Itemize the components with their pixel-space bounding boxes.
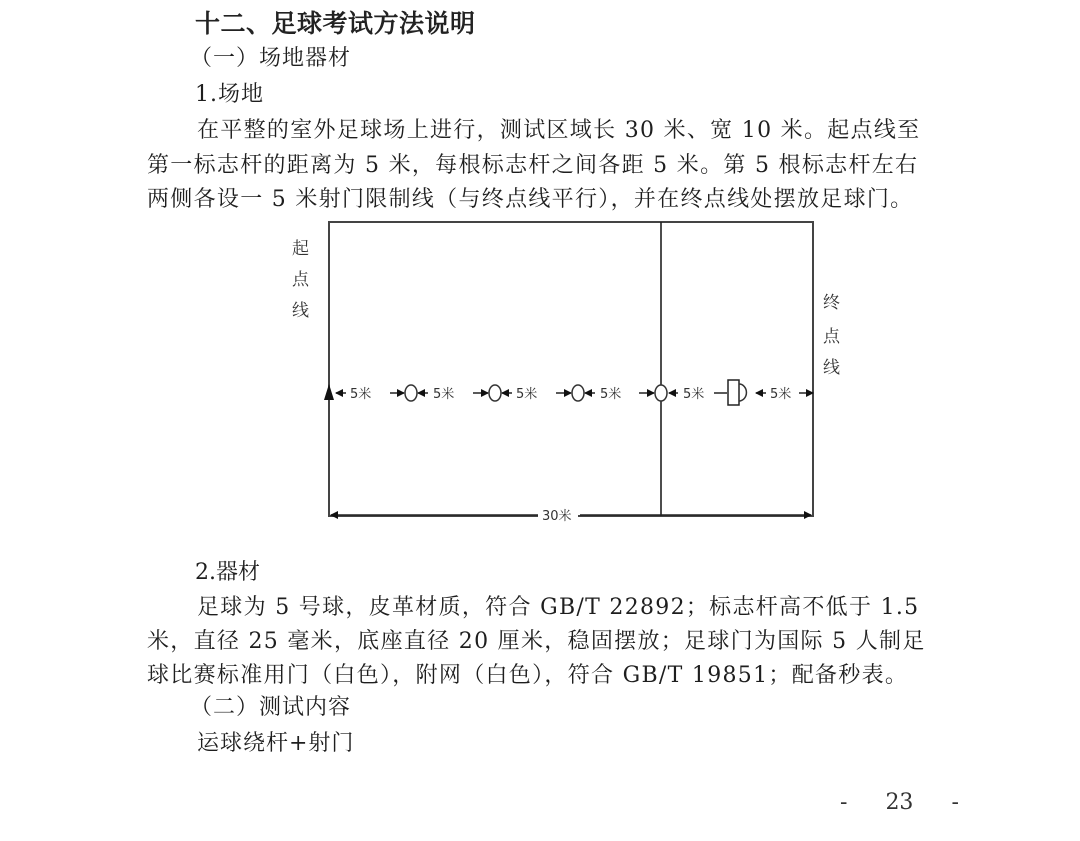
field-boundary [329,222,813,516]
end-line-label [823,293,840,378]
venue-paragraph-line: 在平整的室外足球场上进行，测试区域长 30 米、宽 10 米。起点线至 [197,118,921,143]
svg-text:点: 点 [823,327,840,347]
marker-pole-icon [405,385,417,401]
start-marker-icon [324,384,334,400]
page-number [840,790,959,815]
venue-paragraph-line: 第一标志杆的距离为 5 米，每根标志杆之间各距 5 米。第 5 根标志杆左右 [147,153,919,178]
test-item: 运球绕杆+射门 [197,731,355,756]
page-dash-left: - [840,790,848,815]
total-length-label: 30米 [542,509,572,524]
segment-label: 5米 [600,387,622,402]
goal-icon [728,380,746,405]
segment-label: 5米 [683,387,705,402]
item-heading-venue: 1.场地 [195,82,264,107]
svg-text:线: 线 [823,358,840,378]
segment-label: 5米 [770,387,792,402]
equipment-paragraph-line: 足球为 5 号球，皮革材质，符合 GB/T 22892；标志杆高不低于 1.5 [197,595,920,620]
svg-text:终: 终 [823,293,840,313]
subsection-heading-venue-equipment: （一）场地器材 [190,46,352,71]
start-line-label [292,239,310,321]
page-dash-right: - [951,790,959,815]
subsection-heading-test-content: （二）测试内容 [190,695,352,720]
equipment-paragraph-line: 米，直径 25 毫米，底座直径 20 厘米，稳固摆放；足球门为国际 5 人制足 [147,629,926,654]
segment-label: 5米 [516,387,538,402]
page-number-value: 23 [885,790,914,815]
segment-label: 5米 [433,387,455,402]
venue-paragraph-line: 两侧各设一 5 米射门限制线（与终点线平行），并在终点线处摆放足球门。 [147,187,914,212]
marker-pole-icon [572,385,584,401]
field-layout-diagram [280,218,840,528]
marker-pole-icon [489,385,501,401]
segment-label: 5米 [350,387,372,402]
equipment-paragraph-line: 球比赛标准用门（白色），附网（白色），符合 GB/T 19851；配备秒表。 [147,663,909,688]
svg-text:起: 起 [292,239,309,259]
marker-pole-icon [655,385,667,401]
svg-text:线: 线 [292,301,309,321]
item-heading-equipment: 2.器材 [195,560,260,585]
section-title: 十二、足球考试方法说明 [195,9,476,38]
svg-text:点: 点 [292,270,309,290]
